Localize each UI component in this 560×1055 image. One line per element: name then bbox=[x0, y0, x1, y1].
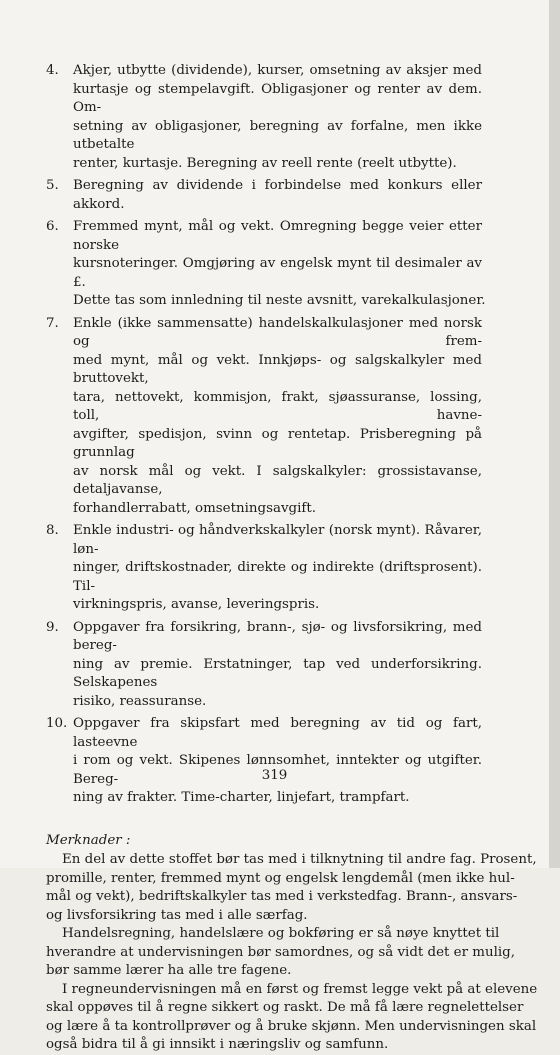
para-line: promille, renter, fremmed mynt og engelsk lengdemål (men ikke hul- bbox=[46, 870, 515, 886]
item-number: 4. bbox=[46, 63, 59, 78]
item-line: Dette tas som innledning til neste avsnitt, varekalkulasjoner. bbox=[73, 293, 486, 308]
para-line: skal oppøves til å regne sikkert og raskt. De må få lære regnelettelser bbox=[46, 1000, 524, 1015]
list-item bbox=[46, 619, 482, 712]
item-line: kursnoteringer. Omgjøring av engelsk mynt til desimaler av £. bbox=[73, 256, 482, 290]
item-line: avgifter, spedisjon, svinn og rentetap. Prisberegning på grunnlag bbox=[73, 426, 482, 460]
page-content bbox=[46, 62, 538, 1055]
item-number: 10. bbox=[46, 716, 68, 731]
list-item bbox=[46, 218, 486, 311]
item-number: 7. bbox=[46, 315, 59, 331]
item-line: av norsk mål og vekt. I salgskalkyler: grossistavanse, detaljavanse, bbox=[73, 463, 482, 497]
item-line: renter, kurtasje. Beregning av reell rente (reelt utbytte). bbox=[73, 155, 457, 171]
item-line: Oppgaver fra skipsfart med beregning av tid og fart, lasteevne bbox=[73, 716, 482, 750]
item-line: Fremmed mynt, mål og vekt. Omregning begge veier etter norske bbox=[73, 219, 482, 253]
list-item bbox=[46, 715, 482, 808]
para-line: mål og vekt), bedriftskalkyler tas med i verkstedfag. Brann-, ansvars- bbox=[46, 889, 518, 904]
item-line: setning av obligasjoner, beregning av forfalne, men ikke utbetalte bbox=[73, 118, 482, 152]
item-line: kurtasje og stempelavgift. Obligasjoner og renter av dem. Om- bbox=[73, 81, 482, 115]
para-line: og lære å ta kontrollprøver og å bruke skjønn. Men undervisningen skal bbox=[46, 1018, 537, 1034]
item-line: Enkle industri- og håndverkskalkyler (norsk mynt). Råvarer, løn- bbox=[73, 523, 482, 557]
list-item bbox=[46, 315, 482, 519]
item-number: 5. bbox=[46, 178, 59, 193]
item-line: Beregning av dividende i forbindelse med konkurs eller akkord. bbox=[73, 178, 482, 212]
para-line: også bidra til å gi innsikt i næringsliv og samfunn. bbox=[46, 1037, 389, 1052]
item-line: i rom og vekt. Skipenes lønnsomhet, inntekter og utgifter. Bereg- bbox=[73, 753, 482, 787]
notes-heading: Merknader : bbox=[46, 832, 131, 848]
item-line: Enkle (ikke sammensatte) handelskalkulasjoner med norsk og frem- bbox=[73, 315, 482, 349]
notes-paragraph bbox=[46, 925, 515, 981]
item-line: med mynt, mål og vekt. Innkjøps- og salgskalkyler med bruttovekt, bbox=[73, 352, 482, 386]
list-item bbox=[46, 522, 482, 615]
para-line: Handelsregning, handelslære og bokføring er så nøye knyttet til bbox=[62, 926, 500, 941]
page-edge bbox=[549, 0, 560, 868]
item-number: 6. bbox=[46, 219, 59, 234]
page-number: 319 bbox=[261, 768, 288, 783]
item-line: forhandlerrabatt, omsetningsavgift. bbox=[73, 500, 316, 516]
para-line: og livsforsikring tas med i alle særfag. bbox=[46, 907, 308, 923]
item-line: Akjer, utbytte (dividende), kurser, omsetning av aksjer med bbox=[73, 63, 482, 78]
para-line: hverandre at undervisningen bør samordnes, og så vidt det er mulig, bbox=[46, 944, 515, 960]
item-line: Oppgaver fra forsikring, brann-, sjø- og livsforsikring, med bereg- bbox=[73, 619, 482, 653]
para-line: En del av dette stoffet bør tas med i tilknytning til andre fag. Prosent, bbox=[62, 852, 537, 867]
item-line: tara, nettovekt, kommisjon, frakt, sjøassuranse, lossing, toll, havne- bbox=[73, 389, 482, 423]
item-number: 8. bbox=[46, 523, 59, 538]
list-item bbox=[46, 62, 482, 173]
notes-section bbox=[46, 832, 538, 1055]
notes-paragraph bbox=[46, 851, 537, 925]
para-line: bør samme lærer ha alle tre fagene. bbox=[46, 963, 292, 978]
para-line: I regneundervisningen må en først og fremst legge vekt på at elevene bbox=[62, 981, 538, 997]
item-line: ning av frakter. Time-charter, linjefart, trampfart. bbox=[73, 790, 410, 805]
item-line: ning av premie. Erstatninger, tap ved underforsikring. Selskapenes bbox=[73, 656, 482, 690]
item-line: virkningspris, avanse, leveringspris. bbox=[73, 597, 320, 612]
notes-paragraph bbox=[46, 981, 538, 1055]
item-line: ninger, driftskostnader, direkte og indirekte (driftsprosent). Til- bbox=[73, 560, 482, 594]
item-number: 9. bbox=[46, 619, 59, 635]
list-item bbox=[46, 177, 482, 214]
item-line: risiko, reassuranse. bbox=[73, 693, 207, 709]
